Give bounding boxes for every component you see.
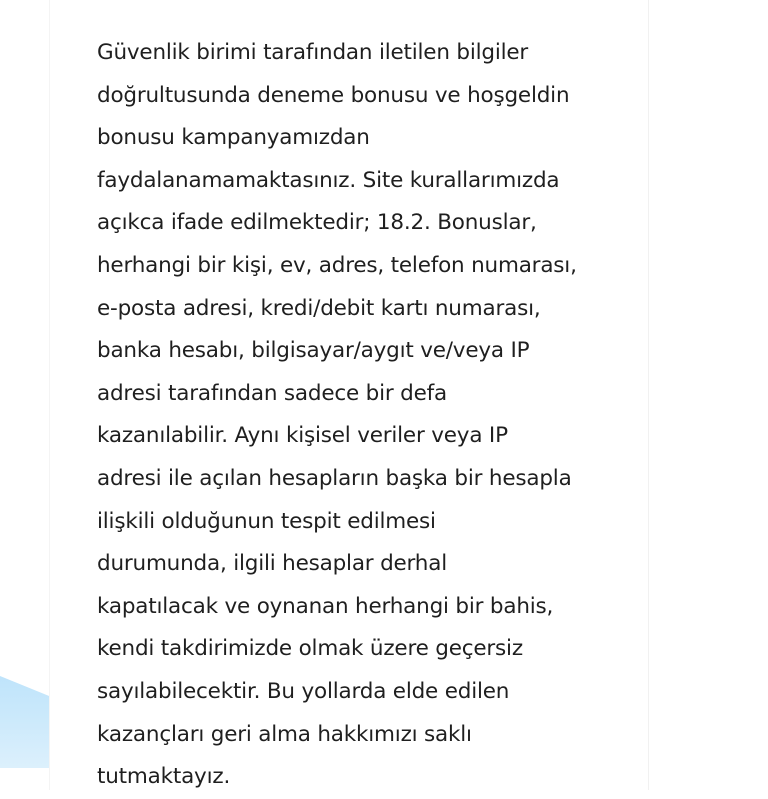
decorative-blue-shape — [0, 676, 54, 768]
text-line: adresi ile açılan hesapların başka bir hesapla — [97, 465, 572, 491]
text-line: adresi tarafından sadece bir defa — [97, 380, 447, 406]
text-line: durumunda, ilgili hesaplar derhal — [97, 551, 447, 577]
article-paragraph — [97, 32, 617, 799]
text-line: kendi takdirimizde olmak üzere geçersiz — [97, 636, 523, 662]
text-line: herhangi bir kişi, ev, adres, telefon numarası, — [97, 252, 577, 278]
text-line: tutmaktayız. — [97, 764, 231, 790]
text-line: kapatılacak ve oynanan herhangi bir bahis, — [97, 593, 554, 619]
text-line: banka hesabı, bilgisayar/aygıt ve/veya IP — [97, 338, 530, 364]
text-line: kazançları geri alma hakkımızı saklı — [97, 721, 472, 747]
text-line: faydalanamamaktasınız. Site kurallarımızda — [97, 167, 560, 193]
text-line: doğrultusunda deneme bonusu ve hoşgeldin — [97, 82, 570, 108]
text-line: sayılabilecektir. Bu yollarda elde edilen — [97, 678, 510, 704]
text-line: ilişkili olduğunun tespit edilmesi — [97, 508, 436, 534]
text-line: bonusu kampanyamızdan — [97, 125, 370, 151]
text-line: e-posta adresi, kredi/debit kartı numarası, — [97, 295, 541, 321]
text-line: kazanılabilir. Aynı kişisel veriler veya IP — [97, 423, 508, 449]
text-line: açıkca ifade edilmektedir; 18.2. Bonuslar, — [97, 210, 537, 236]
text-line: Güvenlik birimi tarafından iletilen bilgiler — [97, 40, 529, 65]
content-card — [49, 0, 649, 790]
